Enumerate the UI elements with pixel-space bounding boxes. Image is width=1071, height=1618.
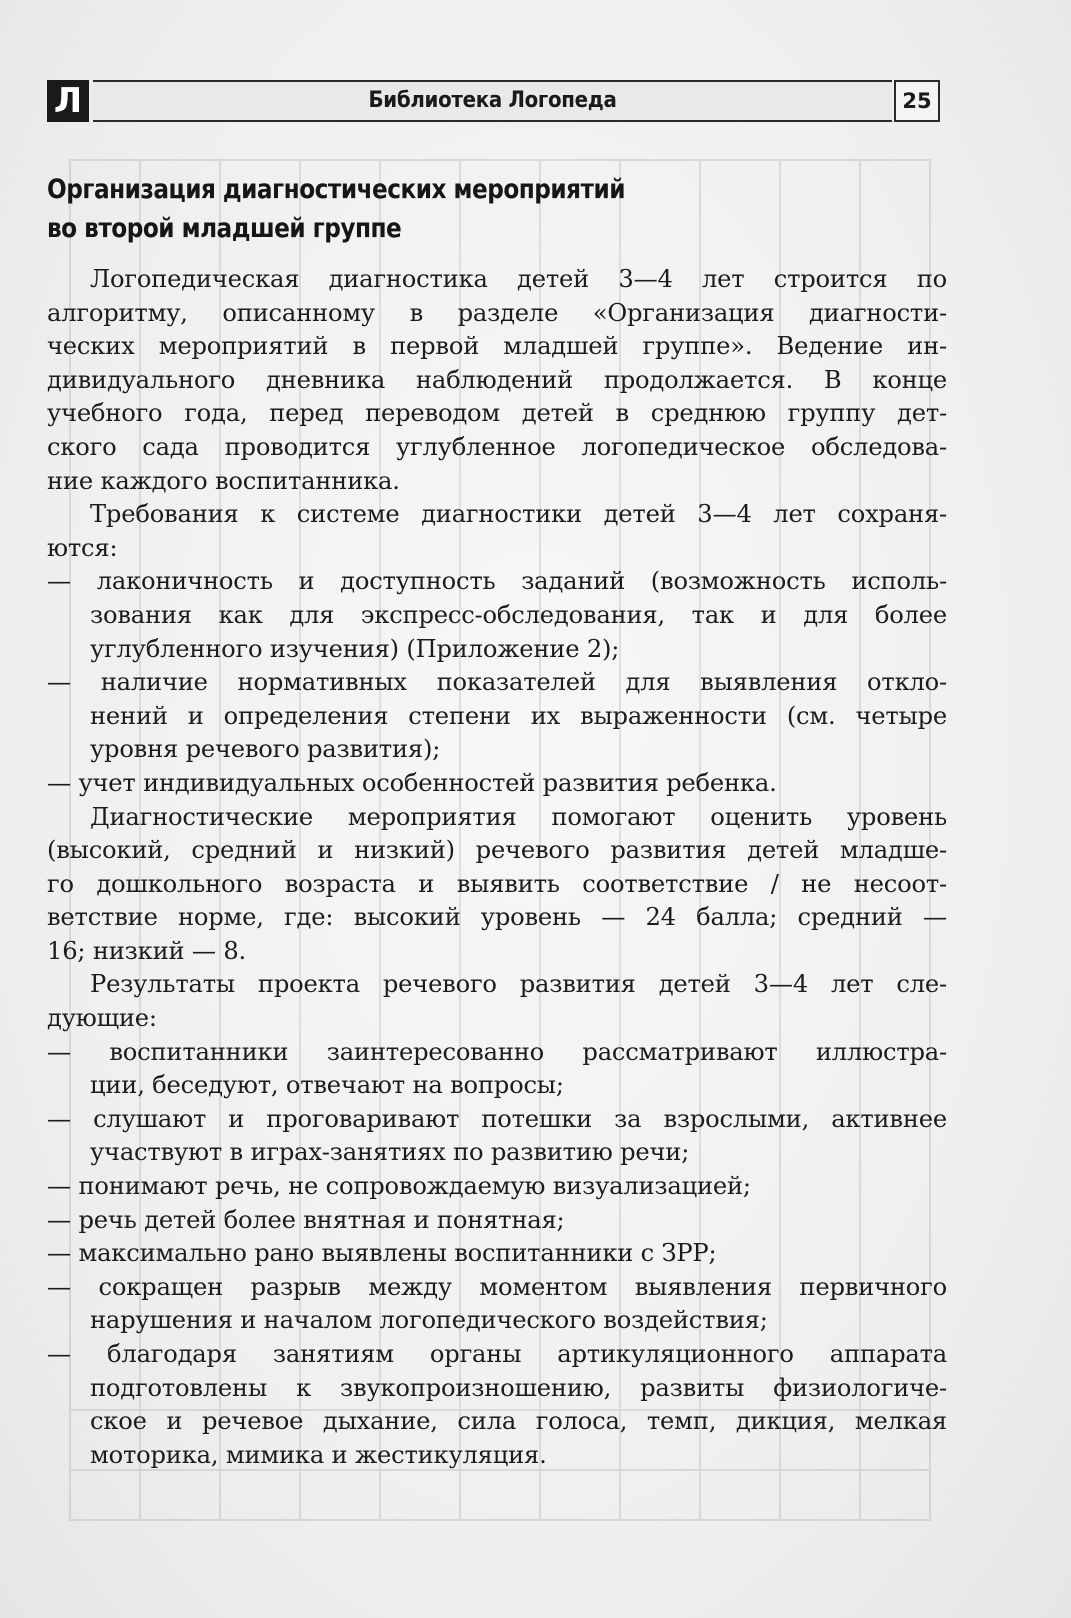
list-item-line: — сокращен разрыв между моментом выявления первичного [47,1272,947,1301]
text-line: учебного года, перед переводом детей в среднюю группу дет- [47,399,947,428]
text-line: ются: [47,533,118,562]
list-item-line: — слушают и проговаривают потешки за взрослыми, активнее [47,1104,947,1133]
list-item-line: моторика, мимика и жестикуляция. [90,1440,547,1469]
section-heading-line: Организация диагностических мероприятий [47,174,625,205]
page-number: 25 [894,80,940,122]
body-text [47,263,947,1472]
section-heading [47,170,787,248]
text-line: ние каждого воспитанника. [47,466,400,495]
list-item-line: — лаконичность и доступность заданий (возможность исполь- [47,567,947,596]
list-item-line: углубленного изучения) (Приложение 2); [90,634,620,663]
list-item-line: — понимают речь, не сопровождаемую визуализацией; [47,1172,751,1201]
list-item-line: — благодаря занятиям органы артикуляционного аппарата [47,1340,947,1368]
text-line: Результаты проекта речевого развития детей 3—4 лет сле- [90,970,947,999]
list-item-line: — максимально рано выявлены воспитанники с ЗРР; [47,1239,717,1268]
list-item-line: — речь детей более внятная и понятная; [47,1205,565,1234]
section-heading-line: во второй младшей группе [47,213,402,244]
text-line: дующие: [47,1004,157,1033]
running-header [47,80,940,122]
text-line: ческих мероприятий в первой младшей группе». Ведение ин- [47,332,947,361]
text-line: Требования к системе диагностики детей 3—4 лет сохраня- [90,500,947,529]
list-item-line: — учет индивидуальных особенностей развития ребенка. [47,768,777,797]
text-line: Диагностические мероприятия помогают оценить уровень [90,802,947,831]
text-line: ветствие норме, где: высокий уровень — 24 балла; средний — [47,903,947,932]
list-item-line: — воспитанники заинтересованно рассматривают иллюстра- [47,1037,947,1066]
text-line: дивидуального дневника наблюдений продолжается. В конце [47,365,947,394]
text-line: 16; низкий — 8. [47,936,247,965]
list-item-line: нарушения и началом логопедического воздействия; [90,1306,768,1335]
list-item-line: участвуют в играх-занятиях по развитию речи; [90,1138,690,1167]
list-item-line: ции, беседуют, отвечают на вопросы; [90,1071,564,1100]
list-item-line: — наличие нормативных показателей для выявления откло- [47,668,947,697]
text-line: (высокий, средний и низкий) речевого развития детей младше- [47,836,947,865]
text-line: алгоритму, описанному в разделе «Организация диагности- [47,298,947,327]
text-line: ского сада проводится углубленное логопедическое обследова- [47,432,947,461]
list-item-line: нений и определения степени их выраженности (см. четыре [90,701,947,730]
list-item-line: уровня речевого развития); [90,735,441,764]
list-item-line: подготовлены к звукопроизношению, развиты физиологиче- [90,1373,947,1402]
running-title: Библиотека Логопеда [368,88,617,113]
library-logo: Л [47,80,89,122]
list-item-line: зования как для экспресс-обследования, так и для более [90,600,947,629]
list-item-line: ское и речевое дыхание, сила голоса, темп, дикция, мелкая [90,1407,947,1436]
text-line: го дошкольного возраста и выявить соответствие / не несоот- [47,869,947,898]
text-line: Логопедическая диагностика детей 3—4 лет строится по [90,265,947,293]
